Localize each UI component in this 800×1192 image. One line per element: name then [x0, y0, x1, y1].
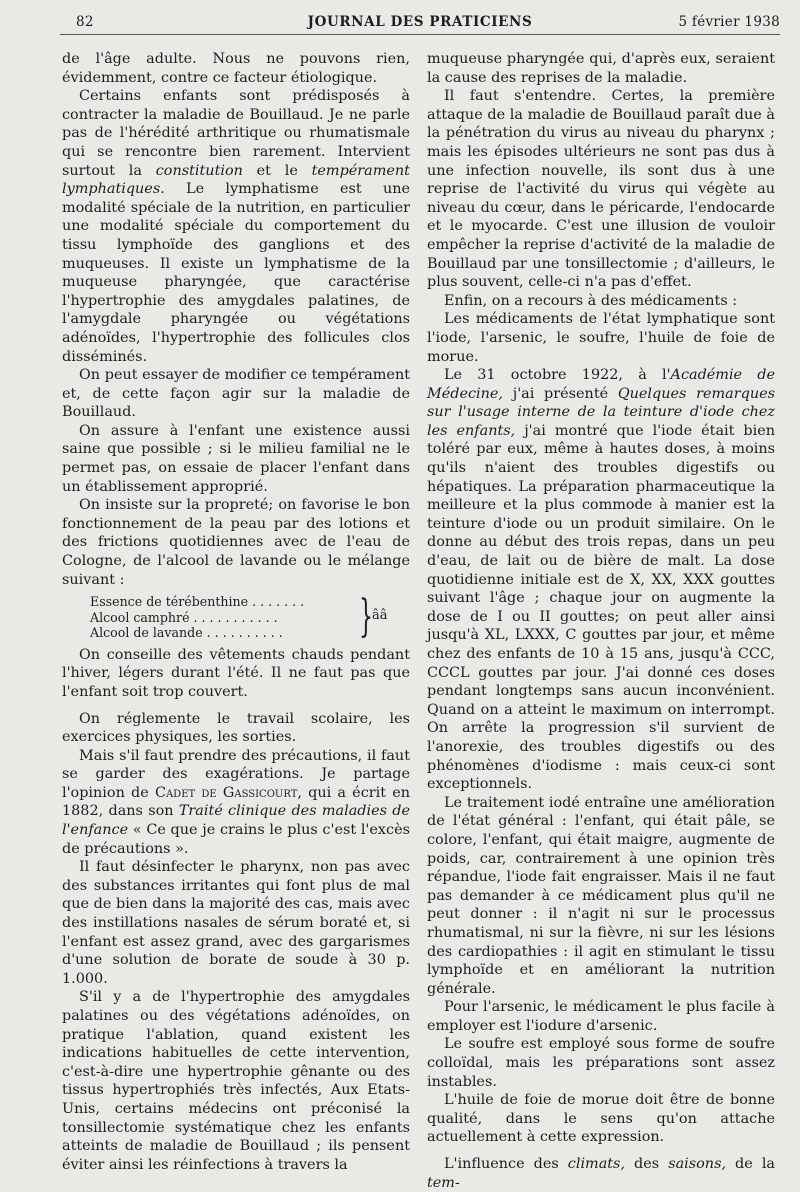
paragraph: Il faut désinfecter le pharynx, non pas avec des substances irritantes qui font plus de mal que de bien dans la majorité des cas, mais avec des instillations nasales de sérum boraté et, si l'enfant est assez grand, avec des gargarismes d'une solution de borate de soude à 30 p. 1.000.	[62, 859, 410, 987]
paragraph: Enfin, on a recours à des médicaments :	[444, 292, 738, 309]
paragraph	[62, 87, 410, 366]
text: Certains enfants sont prédisposés à contracter la maladie de Bouillaud. Je ne parle pas de l'hérédité arthritique ou rhumatismale qui se rencontre bien rarement. Intervient surtout la	[62, 88, 410, 179]
paragraph: L'huile de foie de morue doit être de bonne qualité, dans le sens qu'on attache actuellement à cette expression.	[427, 1092, 775, 1146]
emphasis: climats,	[567, 1156, 626, 1173]
paragraph	[427, 1155, 775, 1192]
paragraph	[62, 747, 410, 859]
paragraph: muqueuse pharyngée qui, d'après eux, seraient la cause des reprises de la maladie.	[427, 51, 775, 86]
text: Le 31 octobre 1922, à l'	[444, 367, 671, 384]
paragraph: Pour l'arsenic, le médicament le plus facile à employer est l'iodure d'arsenic.	[427, 999, 775, 1034]
paragraph: Le soufre est employé sous forme de soufre colloïdal, mais les préparations sont assez instables.	[427, 1036, 775, 1090]
recipe-ingredient: Alcool camphré . . . . . . . . . . .	[90, 609, 278, 625]
recipe-quantity: ââ	[372, 608, 388, 624]
text: j'ai présenté	[503, 385, 618, 402]
text: L'influence des	[444, 1156, 568, 1173]
emphasis: constitution	[155, 162, 243, 179]
recipe-ingredient: Alcool de lavande . . . . . . . . . .	[90, 625, 283, 641]
page-header	[60, 14, 780, 34]
paragraph: Le traitement iodé entraîne une amélioration de l'état général : l'enfant, qui était pâle, se colore, l'enfant, qui était maigre, augmente de poids, car, contrairement à une opinion très répandue, l'iode fait engraisser. Mais il ne faut pas demander à ce médicament plus qu'il ne peut donner : il n'agit ni sur le processus rhumatismal, ni sur la fièvre, ni sur les lésions des cardiopathies : il agit en stimulant le tissu lymphoïde et en améliorant la nutrition générale.	[427, 794, 775, 997]
paragraph: On peut essayer de modifier ce tempérament et, de cette façon agir sur la maladie de Bouillaud.	[62, 367, 410, 421]
text: Le lymphatisme est une modalité spéciale de la nutrition, en particulier une modalité spéciale du comportement du tissu lymphoïde des ganglions et des muqueuses. Il existe un lymphatisme de la muqueuse pharyngée, que caractérise l'hypertrophie des amygdales palatines, de l'amygdale pharyngée ou végétations adénoïdes, l'hypertrophie des follicules clos disséminés.	[62, 181, 410, 365]
paragraph: On assure à l'enfant une existence aussi saine que possible ; si le milieu familial ne le permet pas, on essaie de placer l'enfant dans un établissement approprié.	[62, 422, 410, 495]
emphasis: Quelques remarques sur l'usage interne de la teinture d'iode chez les enfants,	[427, 385, 775, 439]
issue-date: 5 février 1938	[678, 14, 780, 30]
recipe-ingredient: Essence de térébenthine . . . . . . .	[90, 594, 305, 610]
text: de la	[726, 1156, 775, 1173]
paragraph: S'il y a de l'hypertrophie des amygdales palatines ou des végétations adénoïdes, on pratique l'ablation, quand existent les indications habituelles de cette intervention, c'est-à-dire une hypertrophie gênante ou des tissus hypertrophiés très infectés, Aux Etats-Unis, certains médecins ont préconisé la tonsillectomie systématique chez les enfants atteints de maladie de Bouillaud ; ils pensent éviter ainsi les réinfections à travers la	[62, 989, 410, 1173]
recipe-formula	[90, 591, 410, 643]
left-column	[62, 50, 410, 1174]
text: j'ai montré que l'iode était bien toléré par eux, même à hautes doses, à moins qu'ils n'aient des troubles digestifs ou hépatiques. La préparation pharmaceutique la meilleure et la plus commode à manier est la teinture d'iode ou un produit similaire. On le donne au début des trois repas, dans un peu d'eau, de lait ou de bière de malt. La dose quotidienne initiale est de X, XX, XXX gouttes suivant l'âge ; chaque jour on augmente la dose de I ou II gouttes; on peut aller ainsi jusqu'à XL, LXXX, C gouttes par jour, et même chez des enfants de 10 à 15 ans, jusqu'à CCC, CCCL gouttes par jour. J'ai donné ces doses pendant longtemps sans aucun inconvénient. Quand on a atteint le maximum on interrompt. On arrête la progression s'il survient de l'anorexie, des troubles digestifs ou des phénomènes d'iodisme : mais ceux-ci sont exceptionnels.	[427, 422, 776, 793]
author-name: Cadet de Gassicourt	[154, 784, 298, 801]
header-rule	[60, 34, 780, 35]
journal-title: JOURNAL DES PRATICIENS	[307, 14, 533, 30]
emphasis: tempérament lymphatiques.	[62, 162, 410, 198]
text: des	[625, 1156, 669, 1173]
paragraph: On réglemente le travail scolaire, les exercices physiques, les sorties.	[62, 710, 410, 746]
page-number: 82	[76, 14, 94, 30]
paragraph: On conseille des vêtements chauds pendant l'hiver, légers durant l'été. Il ne faut pas que l'enfant soit trop couvert.	[62, 646, 410, 700]
emphasis: Académie de Médecine,	[427, 367, 776, 402]
paragraph: Les médicaments de l'état lymphatique sont l'iode, l'arsenic, le soufre, l'huile de foie de morue.	[427, 311, 775, 365]
text: et le	[242, 162, 312, 179]
text: « Ce que je crains le plus c'est l'excès de précautions ».	[62, 822, 410, 857]
paragraph: Il faut s'entendre. Certes, la première attaque de la maladie de Bouillaud paraît due à la pénétration du virus au niveau du pharynx ; mais les épisodes ultérieurs ne sont pas dus à une infection nouvelle, ils sont dus à une reprise de l'activité du virus qui végète au niveau du cœur, dans le péricarde, l'endocarde et le myocarde. C'est une illusion de vouloir empêcher la reprise d'activité de la maladie de Bouillaud par une tonsillectomie ; d'ailleurs, le plus souvent, celle-ci n'a pas d'effet.	[427, 88, 775, 291]
paragraph: On insiste sur la propreté; on favorise le bon fonctionnement de la peau par des lotions et des frictions quotidiennes avec de l'eau de Cologne, de l'alcool de lavande ou le mélange suivant :	[62, 497, 410, 588]
emphasis: saisons,	[668, 1156, 727, 1173]
right-column	[427, 50, 775, 1192]
brace-glyph: }	[359, 591, 373, 643]
emphasis: tem-	[427, 1174, 460, 1191]
paragraph: de l'âge adulte. Nous ne pouvons rien, évidemment, contre ce facteur étiologique.	[62, 51, 410, 86]
paragraph	[427, 366, 775, 794]
text: Mais s'il faut prendre des précautions, il faut se garder des exagérations. Je partage l'opinion de	[62, 747, 410, 801]
text: , qui a écrit en 1882, dans son	[62, 784, 410, 820]
book-title: Traité clinique des maladies de l'enfance	[62, 803, 410, 839]
